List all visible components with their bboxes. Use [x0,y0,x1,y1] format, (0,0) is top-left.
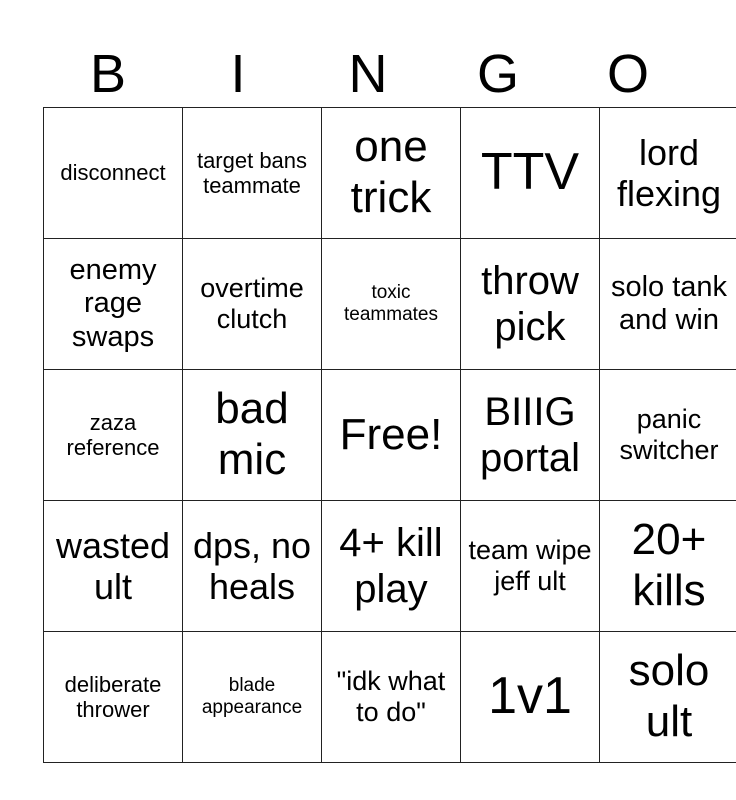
board-row [44,239,736,370]
bingo-cell[interactable]: 1v1 [461,632,600,763]
bingo-cell[interactable]: throw pick [461,239,600,370]
bingo-cell[interactable]: bad mic [183,370,322,501]
bingo-cell[interactable]: 20+ kills [600,501,736,632]
bingo-cell[interactable]: blade appearance [183,632,322,763]
header-letter-i: I [230,44,246,104]
bingo-cell[interactable]: TTV [461,108,600,239]
bingo-cell[interactable]: enemy rage swaps [44,239,183,370]
bingo-cell[interactable]: BIIIG portal [461,370,600,501]
bingo-cell[interactable]: one trick [322,108,461,239]
header-letter-b: B [89,44,127,104]
board-row [44,370,736,501]
bingo-cell[interactable]: "idk what to do" [322,632,461,763]
bingo-cell[interactable]: 4+ kill play [322,501,461,632]
bingo-cell[interactable]: panic switcher [600,370,736,501]
header-letter-g: G [476,44,519,104]
bingo-cell[interactable]: lord flexing [600,108,736,239]
board-row [44,632,736,763]
bingo-cell[interactable]: deliberate thrower [44,632,183,763]
header-letter-o: O [606,44,649,104]
bingo-header [43,40,693,108]
header-letter-n: N [348,44,388,104]
bingo-cell[interactable]: toxic teammates [322,239,461,370]
bingo-cell[interactable]: wasted ult [44,501,183,632]
bingo-cell[interactable]: dps, no heals [183,501,322,632]
bingo-board [43,107,736,763]
bingo-cell[interactable]: disconnect [44,108,183,239]
bingo-cell[interactable]: team wipe jeff ult [461,501,600,632]
board-row [44,501,736,632]
bingo-cell[interactable]: solo tank and win [600,239,736,370]
bingo-cell[interactable]: overtime clutch [183,239,322,370]
bingo-cell[interactable]: target bans teammate [183,108,322,239]
bingo-cell[interactable]: zaza reference [44,370,183,501]
bingo-cell[interactable]: solo ult [600,632,736,763]
bingo-cell[interactable]: Free! [322,370,461,501]
board-row [44,108,736,239]
